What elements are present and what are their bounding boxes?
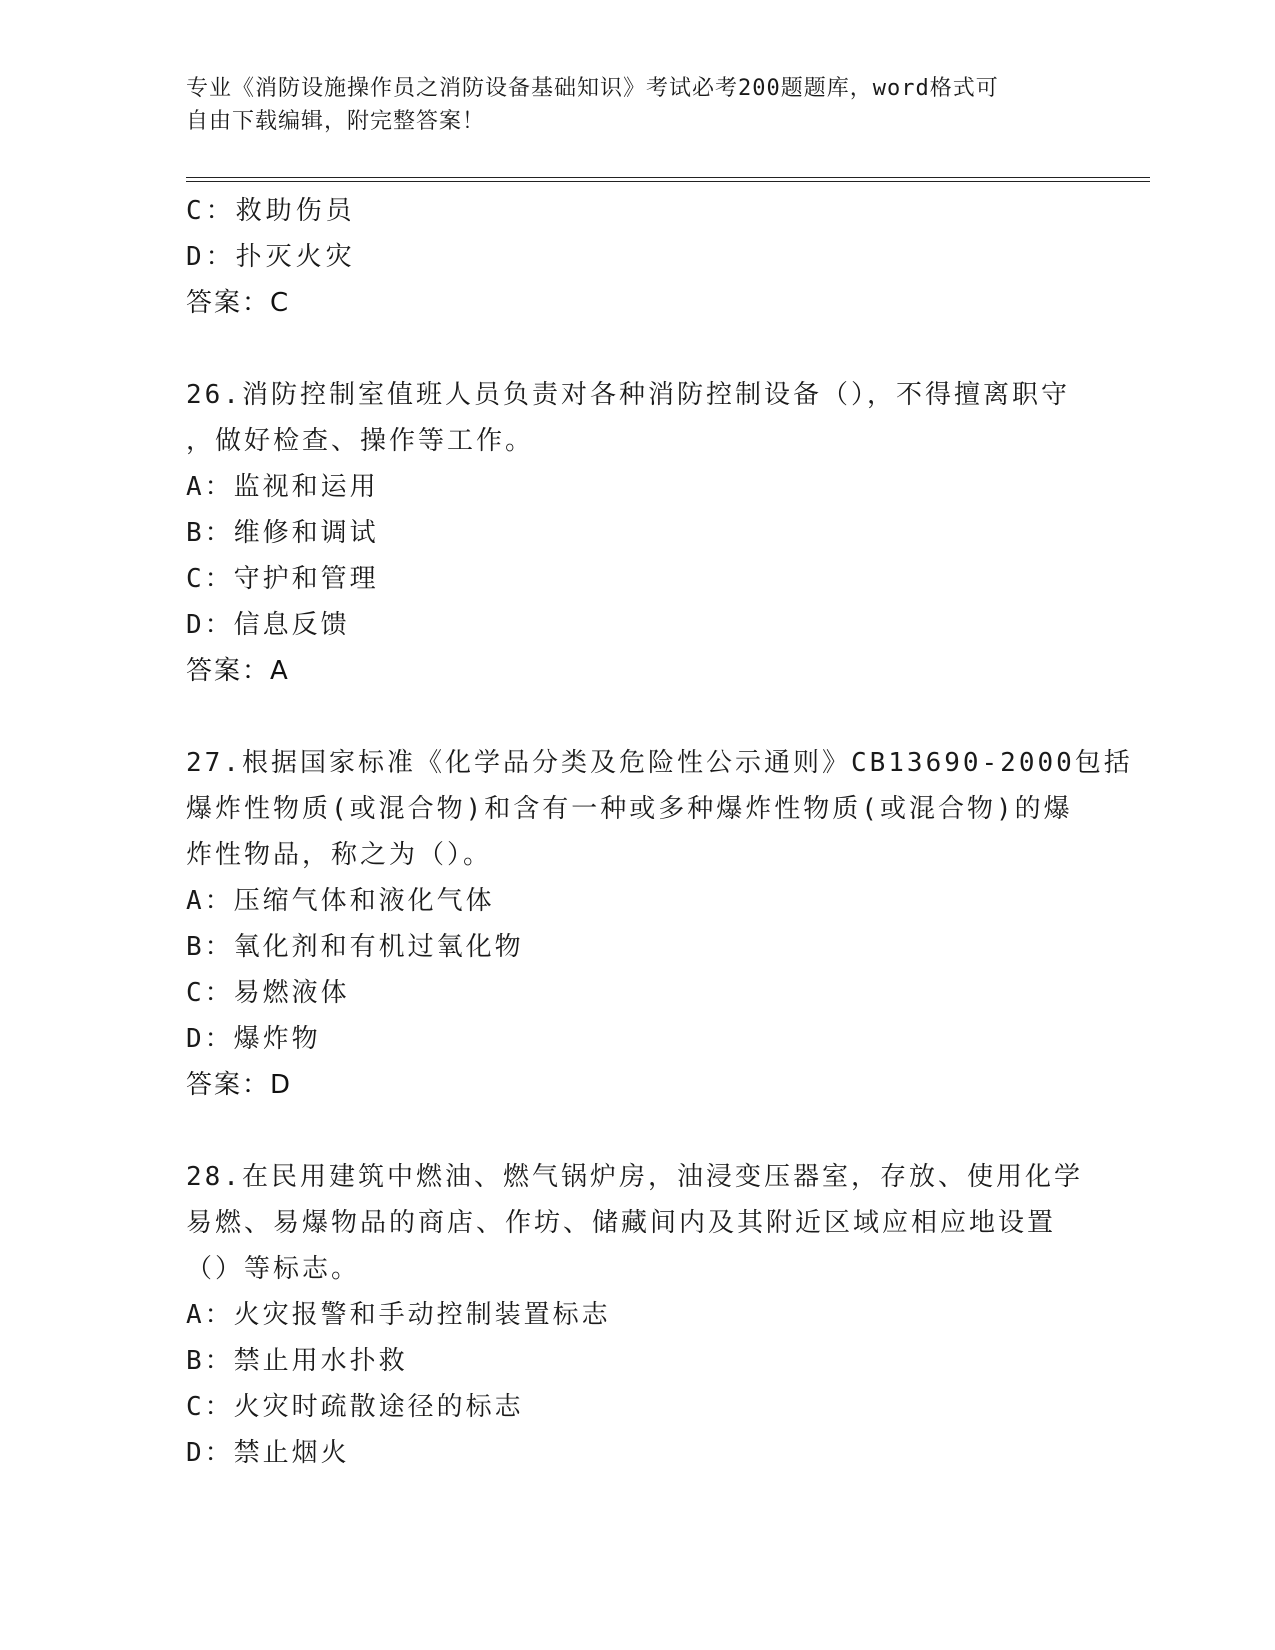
q26-option-d: D：信息反馈 bbox=[186, 610, 350, 640]
question-28 bbox=[186, 1154, 1086, 1476]
q27-option-d: D：爆炸物 bbox=[186, 1024, 321, 1054]
q26-stem-line-2: ，做好检查、操作等工作。 bbox=[186, 426, 535, 456]
q28-option-a: A：火灾报警和手动控制装置标志 bbox=[186, 1300, 611, 1330]
spacer bbox=[186, 326, 1086, 372]
q25-option-d: D：扑灭火灾 bbox=[186, 242, 356, 272]
question-27 bbox=[186, 740, 1133, 1108]
spacer bbox=[186, 694, 1086, 740]
header-title-line-2: 自由下载编辑，附完整答案！ bbox=[186, 109, 486, 134]
header-divider-top bbox=[186, 177, 1150, 178]
q27-stem-line-3: 炸性物品，称之为（）。 bbox=[186, 840, 493, 870]
q26-answer: 答案：A bbox=[186, 656, 290, 686]
question-25-tail bbox=[186, 188, 1086, 326]
q28-option-c: C：火灾时疏散途径的标志 bbox=[186, 1392, 524, 1422]
q26-option-a: A：监视和运用 bbox=[186, 472, 379, 502]
q25-answer: 答案：C bbox=[186, 288, 291, 318]
spacer bbox=[186, 1108, 1086, 1154]
q28-stem-line-1: 28.在民用建筑中燃油、燃气锅炉房，油浸变压器室，存放、使用化学 bbox=[186, 1162, 1083, 1192]
q27-stem-line-2: 爆炸性物质(或混合物)和含有一种或多种爆炸性物质(或混合物)的爆 bbox=[186, 794, 1073, 824]
q27-option-c: C：易燃液体 bbox=[186, 978, 350, 1008]
header-divider-bottom bbox=[186, 181, 1150, 182]
q28-option-b: B：禁止用水扑救 bbox=[186, 1346, 408, 1376]
question-list bbox=[186, 188, 1133, 1476]
header-title-line-1: 专业《消防设施操作员之消防设备基础知识》考试必考200题题库，word格式可 bbox=[186, 76, 999, 101]
q26-option-b: B：维修和调试 bbox=[186, 518, 379, 548]
q26-option-c: C：守护和管理 bbox=[186, 564, 379, 594]
q27-answer: 答案：D bbox=[186, 1070, 293, 1100]
q27-option-b: B：氧化剂和有机过氧化物 bbox=[186, 932, 524, 962]
q28-stem-line-2: 易燃、易爆物品的商店、作坊、储藏间内及其附近区域应相应地设置 bbox=[186, 1208, 1057, 1238]
question-26 bbox=[186, 372, 1086, 694]
q28-option-d: D：禁止烟火 bbox=[186, 1438, 350, 1468]
page-header bbox=[186, 72, 1086, 138]
q27-option-a: A：压缩气体和液化气体 bbox=[186, 886, 495, 916]
q27-stem-line-1: 27.根据国家标准《化学品分类及危险性公示通则》CB13690-2000包括 bbox=[186, 748, 1133, 778]
q25-option-c: C：救助伤员 bbox=[186, 196, 356, 226]
q26-stem-line-1: 26.消防控制室值班人员负责对各种消防控制设备（），不得擅离职守 bbox=[186, 380, 1070, 410]
q28-stem-line-3: （）等标志。 bbox=[186, 1254, 361, 1284]
